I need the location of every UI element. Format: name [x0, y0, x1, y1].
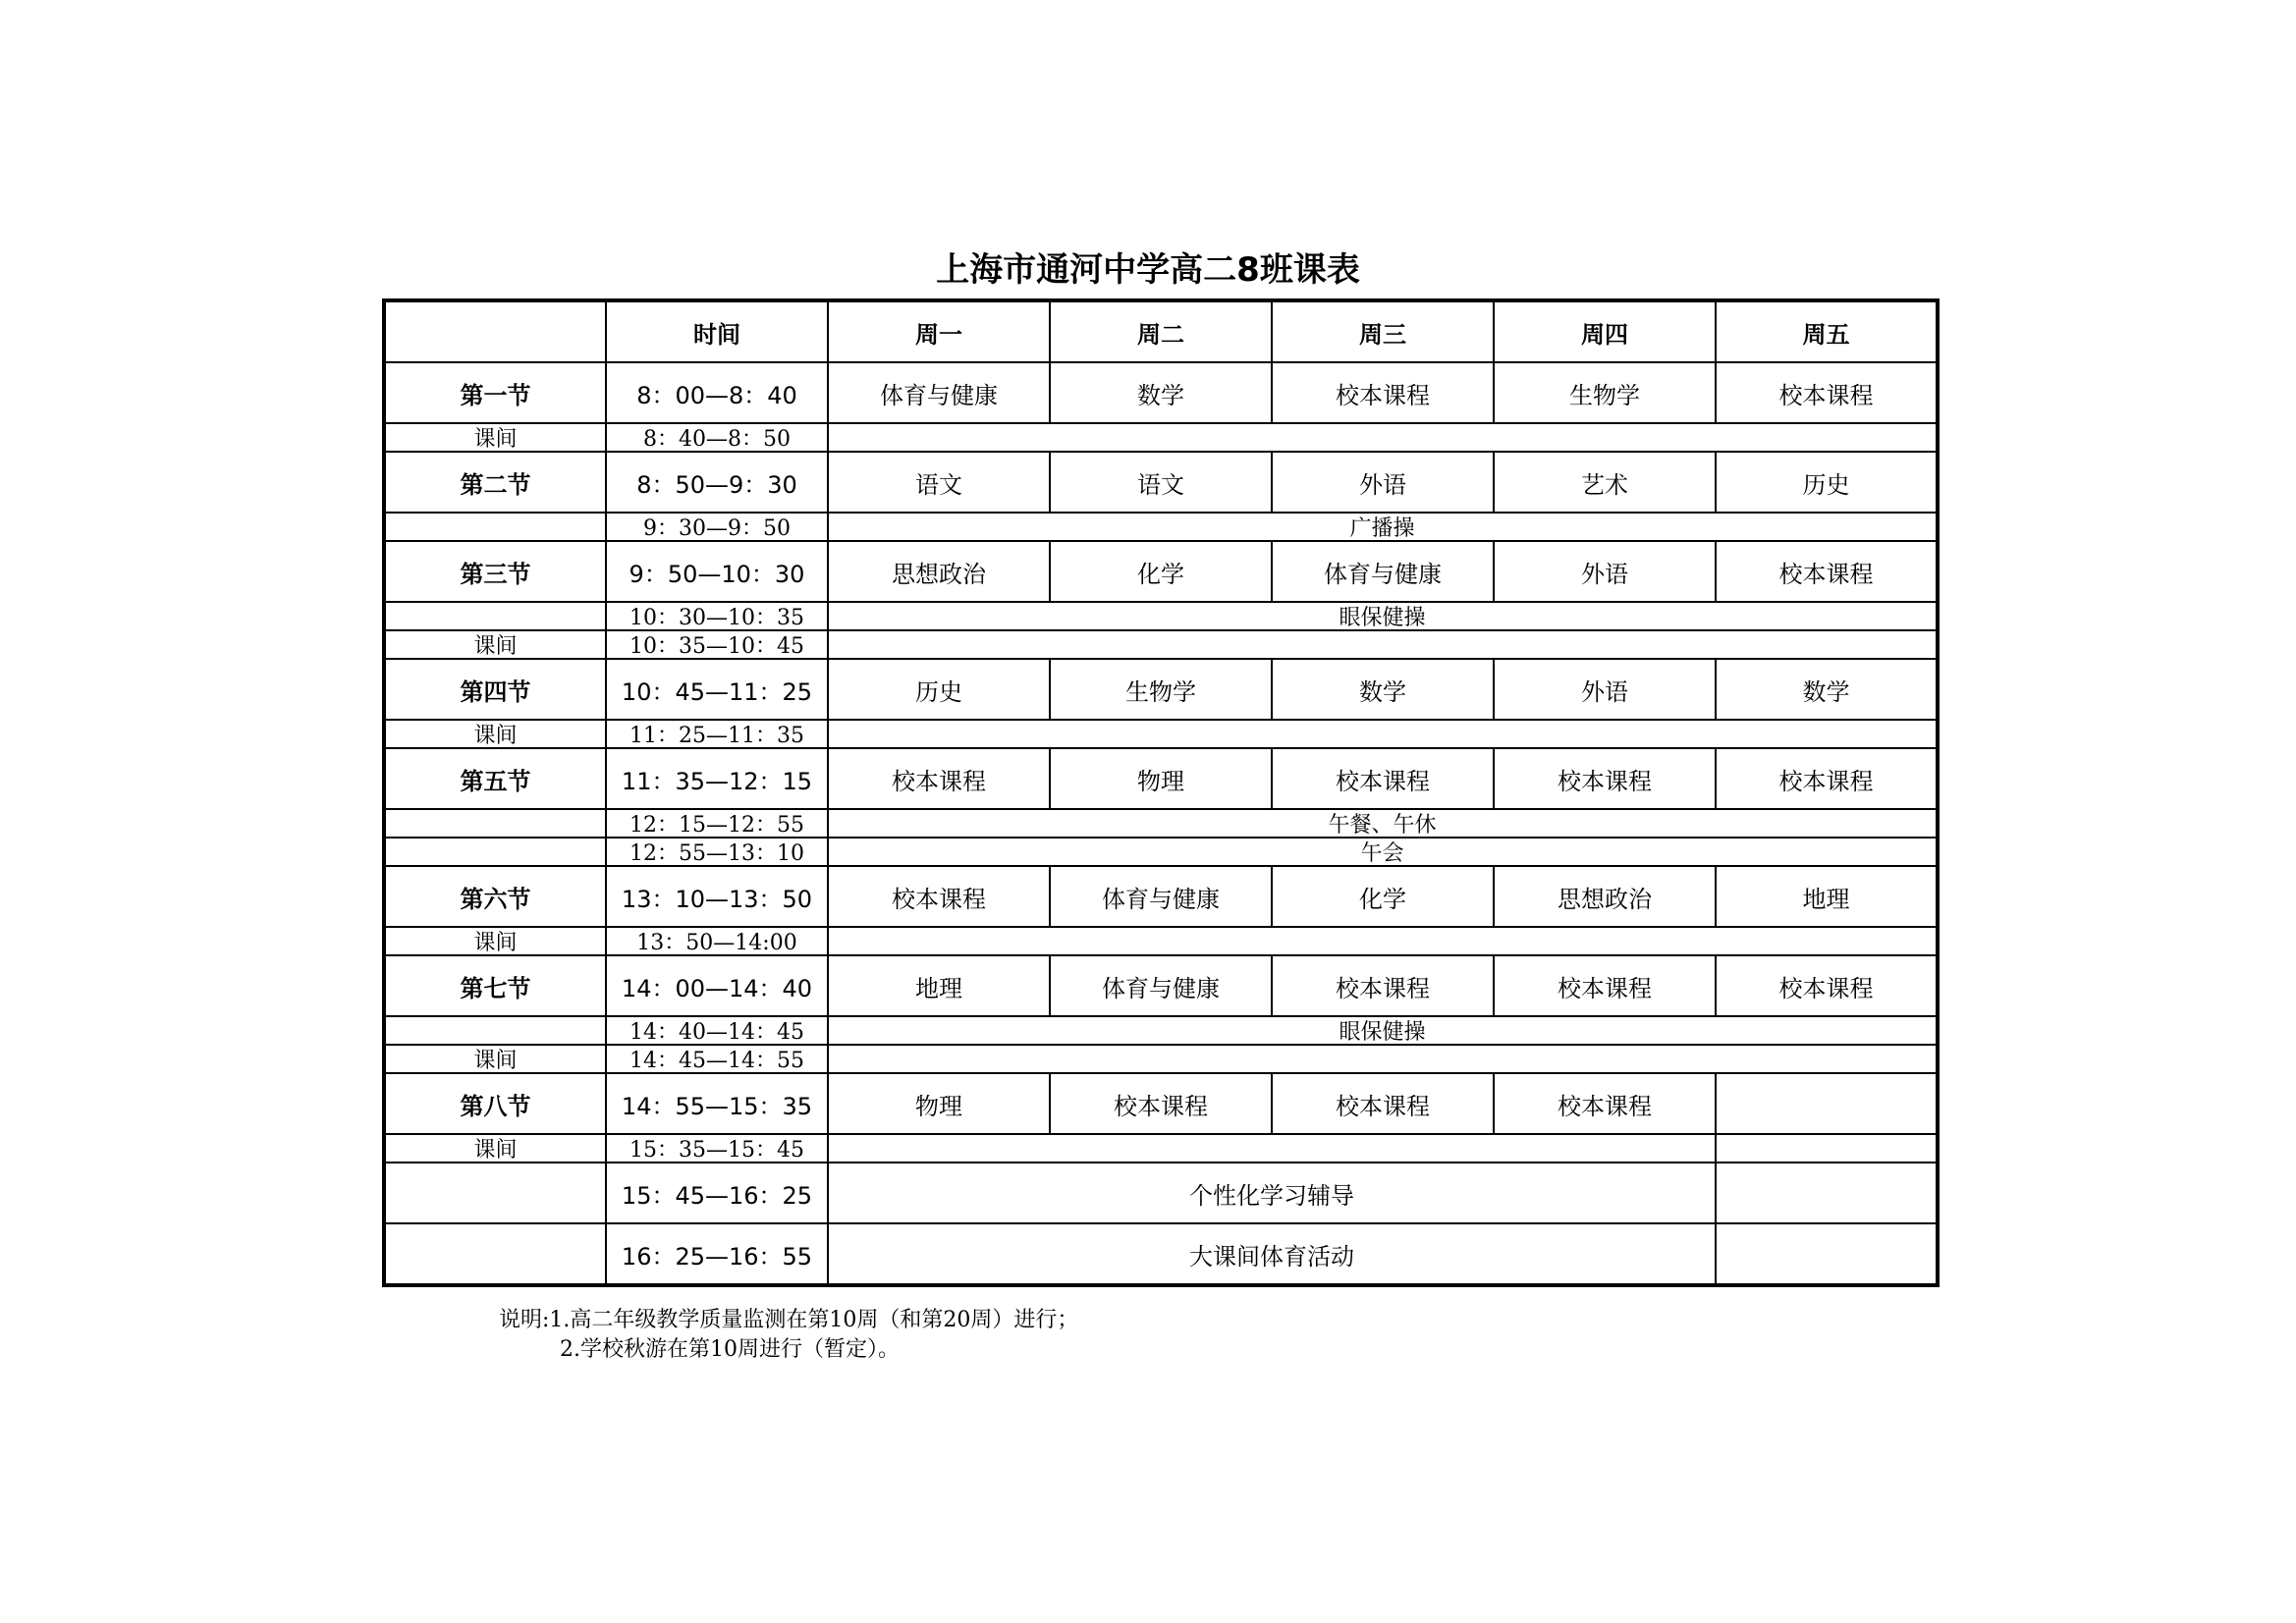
time-cell: 8：40—8：50 — [606, 423, 828, 452]
time-cell: 16：25—16：55 — [606, 1223, 828, 1285]
subject-cell: 校本课程 — [1272, 1073, 1494, 1134]
subject-cell: 校本课程 — [1494, 955, 1716, 1016]
period-label: 第七节 — [384, 955, 606, 1016]
table-row — [384, 362, 1938, 423]
table-row — [384, 866, 1938, 927]
table-row — [384, 748, 1938, 809]
period-label: 第八节 — [384, 1073, 606, 1134]
header-cell-mon: 周一 — [828, 300, 1050, 362]
period-label: 课间 — [384, 1134, 606, 1163]
subject-cell: 体育与健康 — [828, 362, 1050, 423]
table-row — [384, 927, 1938, 955]
subject-cell: 校本课程 — [828, 866, 1050, 927]
activity-cell — [828, 927, 1938, 955]
table-row — [384, 1016, 1938, 1045]
activity-cell-end — [1716, 1163, 1938, 1223]
period-label: 第五节 — [384, 748, 606, 809]
time-cell: 10：30—10：35 — [606, 602, 828, 630]
period-label: 第三节 — [384, 541, 606, 602]
table-row — [384, 423, 1938, 452]
schedule-table — [382, 298, 1940, 1287]
time-cell: 14：55—15：35 — [606, 1073, 828, 1134]
subject-cell: 数学 — [1272, 659, 1494, 720]
table-row — [384, 1163, 1938, 1223]
period-label: 第一节 — [384, 362, 606, 423]
activity-cell: 眼保健操 — [828, 1016, 1938, 1045]
time-cell: 10：35—10：45 — [606, 630, 828, 659]
subject-cell: 语文 — [828, 452, 1050, 513]
subject-cell: 校本课程 — [1716, 748, 1938, 809]
activity-cell-end — [1716, 1134, 1938, 1163]
header-cell-tue: 周二 — [1050, 300, 1272, 362]
notes — [499, 1306, 1078, 1365]
subject-cell: 生物学 — [1494, 362, 1716, 423]
header-cell-time: 时间 — [606, 300, 828, 362]
subject-cell: 校本课程 — [1494, 748, 1716, 809]
subject-cell: 历史 — [828, 659, 1050, 720]
subject-cell — [1716, 1073, 1938, 1134]
time-cell: 8：00—8：40 — [606, 362, 828, 423]
subject-cell: 外语 — [1494, 659, 1716, 720]
period-label: 课间 — [384, 927, 606, 955]
note-line: 2.学校秋游在第10周进行（暂定）。 — [560, 1337, 900, 1362]
subject-cell: 思想政治 — [828, 541, 1050, 602]
activity-cell — [828, 630, 1938, 659]
page-title: 上海市通河中学高二8班课表 — [936, 250, 1360, 290]
time-cell: 11：35—12：15 — [606, 748, 828, 809]
table-row — [384, 1223, 1938, 1285]
subject-cell: 地理 — [828, 955, 1050, 1016]
time-cell: 8：50—9：30 — [606, 452, 828, 513]
period-label: 课间 — [384, 630, 606, 659]
activity-cell — [828, 1134, 1716, 1163]
table-row — [384, 602, 1938, 630]
table-row — [384, 452, 1938, 513]
subject-cell: 数学 — [1716, 659, 1938, 720]
subject-cell: 校本课程 — [1716, 955, 1938, 1016]
subject-cell: 校本课程 — [1050, 1073, 1272, 1134]
subject-cell: 化学 — [1272, 866, 1494, 927]
header-cell-thu: 周四 — [1494, 300, 1716, 362]
period-label — [384, 513, 606, 541]
header-cell-wed: 周三 — [1272, 300, 1494, 362]
period-label — [384, 838, 606, 866]
subject-cell: 物理 — [1050, 748, 1272, 809]
activity-cell: 午会 — [828, 838, 1938, 866]
activity-cell: 大课间体育活动 — [828, 1223, 1716, 1285]
subject-cell: 数学 — [1050, 362, 1272, 423]
activity-cell — [828, 1045, 1938, 1073]
subject-cell: 校本课程 — [828, 748, 1050, 809]
activity-cell: 眼保健操 — [828, 602, 1938, 630]
subject-cell: 思想政治 — [1494, 866, 1716, 927]
subject-cell: 校本课程 — [1272, 955, 1494, 1016]
activity-cell: 个性化学习辅导 — [828, 1163, 1716, 1223]
time-cell: 11：25—11：35 — [606, 720, 828, 748]
time-cell: 10：45—11：25 — [606, 659, 828, 720]
table-row — [384, 541, 1938, 602]
header-cell-fri: 周五 — [1716, 300, 1938, 362]
subject-cell: 外语 — [1272, 452, 1494, 513]
subject-cell: 历史 — [1716, 452, 1938, 513]
table-row — [384, 1045, 1938, 1073]
subject-cell: 体育与健康 — [1272, 541, 1494, 602]
time-cell: 9：30—9：50 — [606, 513, 828, 541]
subject-cell: 物理 — [828, 1073, 1050, 1134]
table-row — [384, 720, 1938, 748]
subject-cell: 化学 — [1050, 541, 1272, 602]
subject-cell: 校本课程 — [1494, 1073, 1716, 1134]
subject-cell: 艺术 — [1494, 452, 1716, 513]
period-label: 第二节 — [384, 452, 606, 513]
time-cell: 14：00—14：40 — [606, 955, 828, 1016]
time-cell: 12：15—12：55 — [606, 809, 828, 838]
period-label — [384, 809, 606, 838]
table-row — [384, 955, 1938, 1016]
table-row — [384, 1073, 1938, 1134]
time-cell: 13：50—14:00 — [606, 927, 828, 955]
subject-cell: 体育与健康 — [1050, 866, 1272, 927]
period-label — [384, 602, 606, 630]
time-cell: 14：40—14：45 — [606, 1016, 828, 1045]
period-label: 课间 — [384, 1045, 606, 1073]
activity-cell-end — [1716, 1223, 1938, 1285]
time-cell: 15：35—15：45 — [606, 1134, 828, 1163]
subject-cell: 地理 — [1716, 866, 1938, 927]
subject-cell: 语文 — [1050, 452, 1272, 513]
time-cell: 15：45—16：25 — [606, 1163, 828, 1223]
table-row — [384, 838, 1938, 866]
header-row — [384, 300, 1938, 362]
period-label — [384, 1223, 606, 1285]
table-row — [384, 1134, 1938, 1163]
time-cell: 12：55—13：10 — [606, 838, 828, 866]
table-row — [384, 630, 1938, 659]
activity-cell: 广播操 — [828, 513, 1938, 541]
table-row — [384, 809, 1938, 838]
period-label: 课间 — [384, 423, 606, 452]
period-label: 课间 — [384, 720, 606, 748]
period-label: 第六节 — [384, 866, 606, 927]
activity-cell — [828, 720, 1938, 748]
period-label — [384, 1163, 606, 1223]
activity-cell — [828, 423, 1938, 452]
note-line: 说明:1.高二年级教学质量监测在第10周（和第20周）进行； — [499, 1308, 1079, 1332]
time-cell: 13：10—13：50 — [606, 866, 828, 927]
period-label: 第四节 — [384, 659, 606, 720]
header-cell-blank — [384, 300, 606, 362]
subject-cell: 外语 — [1494, 541, 1716, 602]
activity-cell: 午餐、午休 — [828, 809, 1938, 838]
subject-cell: 校本课程 — [1716, 362, 1938, 423]
table-row — [384, 659, 1938, 720]
period-label — [384, 1016, 606, 1045]
subject-cell: 体育与健康 — [1050, 955, 1272, 1016]
subject-cell: 校本课程 — [1716, 541, 1938, 602]
subject-cell: 校本课程 — [1272, 362, 1494, 423]
subject-cell: 校本课程 — [1272, 748, 1494, 809]
time-cell: 9：50—10：30 — [606, 541, 828, 602]
subject-cell: 生物学 — [1050, 659, 1272, 720]
table-row — [384, 513, 1938, 541]
time-cell: 14：45—14：55 — [606, 1045, 828, 1073]
